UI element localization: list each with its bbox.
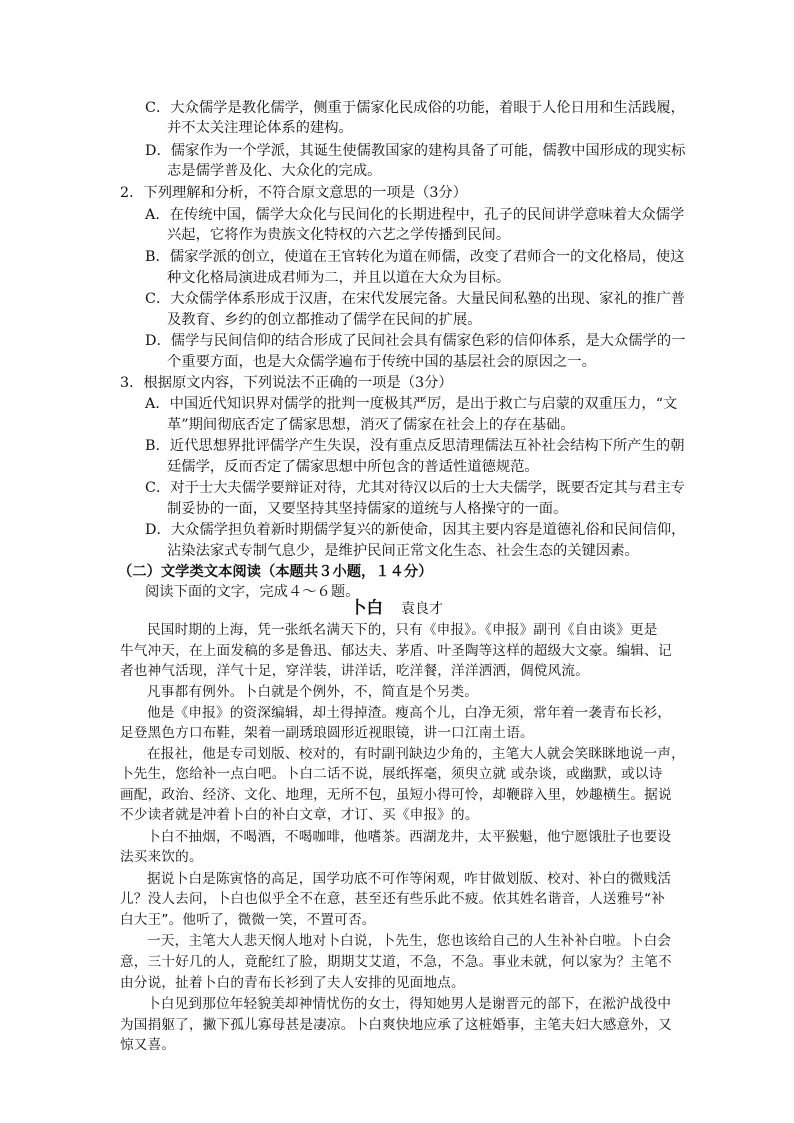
story-line: 在报社，他是专司划版、校对的，有时副刊缺边少角的，主笔大人就会笑眯眯地说一声， [147,746,685,762]
q3-stem: 3．根据原文内容，下列说法不正确的一项是（3分） [120,375,453,391]
q2-option-c-line1: C．大众儒学体系形成于汉唐，在宋代发展完备。大量民间私塾的出现、家礼的推广普 [145,291,685,307]
q3-option-b-line1: B．近代思想界批评儒学产生失误，没有重点反思清理儒法互补社会结构下所产生的朝 [145,438,685,454]
story-line: 牛气冲天，在上面发稿的多是鲁迅、郁达夫、茅盾、叶圣陶等这样的超级大文豪。编辑、记 [120,643,672,659]
story-line: 据说卜白是陈寅恪的高足，国学功底不可作等闲观，咋甘做划版、校对、补白的微贱活 [147,871,672,887]
story-line: 不少读者就是冲着卜白的补白文章，才订、买《申报》的。 [120,807,479,823]
story-line: 惊又喜。 [120,1037,176,1053]
q1-option-d-line2: 志是儒学普及化、大众化的完成。 [167,163,382,179]
story-line: 意，三十好几的人，竟酡红了脸，期期艾艾道，不急，不急。事业未就，何以家为？主笔不 [120,954,672,970]
q2-stem: 2．下列理解和分析，不符合原文意思的一项是（3分） [120,185,468,201]
story-line: 卜白不抽烟，不喝酒，不喝咖啡，他嗜茶。西湖龙井，太平猴魁，他宁愿饿肚子也要设 [147,829,672,845]
q3-option-a-line2: 革”期间彻底否定了儒家思想，消灭了儒家在社会上的存在基础。 [167,417,575,433]
story-line: 民国时期的上海，凭一张纸名满天下的，只有《申报》。《申报》副刊《自由谈》更是 [147,622,658,638]
q2-option-b-line1: B．儒家学派的创立，使道在王官转化为道在师儒，改变了君师合一的文化格局，使这 [145,249,685,265]
story-line: 法买来饮的。 [120,849,203,865]
story-line: 足登黑色方口布鞋，架着一副琇琅圆形近视眼镜，讲一口江南土语。 [120,725,534,741]
q3-option-b-line2: 廷儒学，反而否定了儒家思想中所包含的普适性道德规范。 [167,459,539,475]
q3-option-c-line1: C．对于士大夫儒学要辩证对待，尤其对待汉以后的士大夫儒学，既要否定其与君主专 [145,480,685,496]
story-line: 卜白见到那位年轻貌美却神情忧伤的女士，得知她男人是谢晋元的部下，在淞沪战役中 [147,996,672,1012]
q3-option-d-line2: 沾染法家式专制气息少，是维护民间正常文化生态、社会生态的关键因素。 [167,543,639,559]
q2-option-a-line2: 兴起，它将作为贵族文化特权的六艺之学传播到民间。 [167,227,511,243]
q2-option-a-line1: A．在传统中国，儒学大众化与民间化的长期进程中，孔子的民间讲学意味着大众儒学 [145,207,685,223]
story-line: 他是《申报》的资深编辑，却土得掉渣。瘦高个儿，白净无须，常年着一袭青布长衫， [147,705,672,721]
story-line: 者也神气活现，洋气十足，穿洋装，讲洋话，吃洋餐，洋洋洒洒，倜傥风流。 [120,663,589,679]
q2-option-d-line1: D．儒学与民间信仰的结合形成了民间社会具有儒家色彩的信仰体系，是大众儒学的一 [145,333,686,349]
q2-option-d-line2: 个重要方面，也是大众儒学遍布于传统中国的基层社会的原因之一。 [167,354,596,370]
story-line: 一天，主笔大人悲天悯人地对卜白说，卜先生，您也该给自己的人生补补白啦。卜白会 [147,933,672,949]
q1-option-c-line2: 并不太关注理论体系的建构。 [167,120,353,136]
section-heading: （二）文学类文本阅读（本题共３小题，１４分） [118,564,433,580]
q2-option-c-line2: 及教育、乡约的创立都推动了儒学在民间的扩展。 [167,312,482,328]
story-title: 卜白 [350,598,383,617]
q3-option-d-line1: D．大众儒学担负着新时期儒学复兴的新使命，因其主要内容是道德礼俗和民间信仰， [145,522,686,538]
story-line: 儿？没人去问，卜白也似乎全不在意，甚至还有些乐此不疲。依其姓名谐音，人送雅号“补 [120,891,666,907]
q3-option-a-line1: A．中国近代知识界对儒学的批判一度极其严厉，是出于救亡与启蒙的双重压力，“文 [145,396,678,412]
q1-option-c-line1: C．大众儒学是教化儒学，侧重于儒家化民成俗的功能，着眼于人伦日用和生活践履， [145,100,685,116]
story-title-block [350,598,443,619]
story-line: 画配，政治、经济、文化、地理，无所不包，虽短小得可怜，却鞭辟入里，妙趣横生。据说 [120,787,672,803]
story-line: 为国捐躯了，撇下孤儿寡母甚是凄凉。卜白爽快地应承了这桩婚事，主笔夫妇大感意外，又 [120,1017,672,1033]
story-author: 袁良才 [401,601,443,617]
q1-option-d-line1: D．儒家作为一个学派，其诞生使儒教国家的建构具备了可能，儒教中国形成的现实标 [145,143,686,159]
section-instruction: 阅读下面的文字，完成４～６题。 [145,584,360,600]
story-line: 白大王”。他听了，微微一笑，不置可否。 [120,912,376,928]
story-line: 凡事都有例外。卜白就是个例外，不，简直是个另类。 [147,684,479,700]
story-line: 由分说，扯着卜白的青布长衫到了夫人安排的见面地点。 [120,975,465,991]
q3-option-c-line2: 制妥协的一面，又要坚持其坚持儒家的道统与人格操守的一面。 [167,501,568,517]
q2-option-b-line2: 种文化格局演进成君师为二，并且以道在大众为目标。 [167,270,511,286]
story-line: 卜先生，您给补一点白吧。卜白二话不说，展纸挥毫，须臾立就 或杂谈，或幽默，或以诗 [120,766,663,782]
